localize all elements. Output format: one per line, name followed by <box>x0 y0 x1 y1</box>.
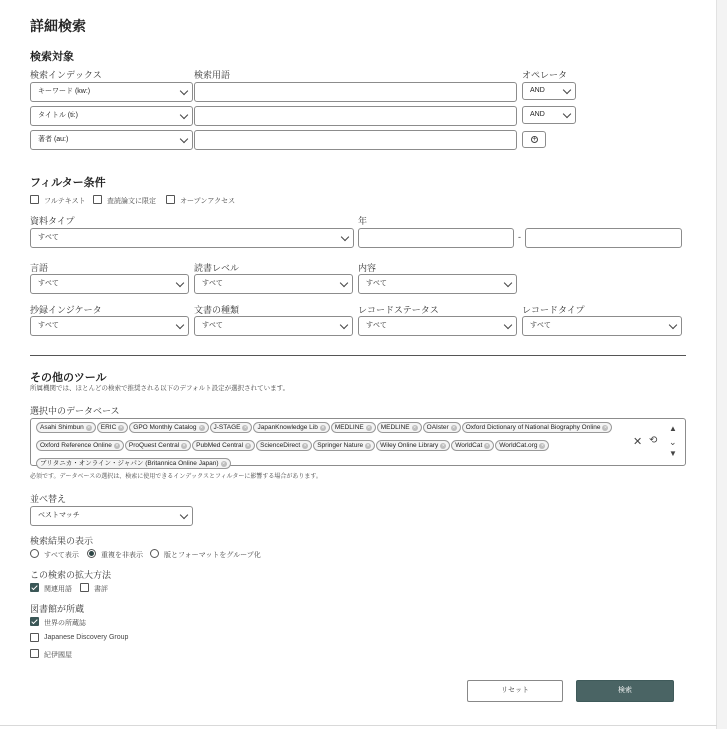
search-target-heading: 検索対象 <box>30 51 74 63</box>
remove-chip-icon[interactable]: × <box>485 443 489 449</box>
database-chip-label: OAIster <box>426 424 449 431</box>
chevron-down-icon <box>180 135 188 143</box>
open-access-label: オープンアクセス <box>180 198 236 205</box>
search-term-input-1[interactable] <box>194 82 517 102</box>
material-type-label: 資料タイプ <box>30 216 75 226</box>
page-title: 詳細検索 <box>30 18 86 34</box>
remove-chip-icon[interactable]: × <box>540 443 544 449</box>
record-status-select[interactable]: すべて <box>358 316 517 336</box>
database-chip <box>192 440 255 451</box>
database-chip <box>36 440 124 451</box>
reset-icon[interactable]: ⟲ <box>649 435 658 446</box>
chevron-down-icon <box>176 321 184 329</box>
database-chip <box>462 422 613 433</box>
operator-select-2[interactable]: AND <box>522 106 576 124</box>
fulltext-checkbox[interactable] <box>30 195 39 204</box>
footer-divider <box>0 725 717 726</box>
database-chip-label: Oxford Dictionary of National Biography Online <box>465 424 601 431</box>
database-chip <box>210 422 253 433</box>
hide-duplicates-label: 重複を非表示 <box>101 552 143 559</box>
reset-button[interactable]: リセット <box>467 680 563 702</box>
record-status-label: レコードステータス <box>358 305 439 315</box>
year-range-separator: - <box>518 232 521 242</box>
database-chip-label: J-STAGE <box>213 424 241 431</box>
database-chip-label: MEDLINE <box>334 424 364 431</box>
sort-select[interactable]: ベストマッチ <box>30 506 193 526</box>
search-index-label: 検索インデックス <box>30 70 102 80</box>
language-label: 言語 <box>30 263 49 273</box>
remove-chip-icon[interactable]: × <box>200 425 203 431</box>
chevron-down-icon <box>340 321 348 329</box>
year-to-input[interactable] <box>525 228 682 248</box>
remove-chip-icon[interactable]: × <box>603 425 607 431</box>
database-chip <box>376 440 450 451</box>
reviews-checkbox[interactable] <box>80 583 89 592</box>
remove-chip-icon[interactable]: × <box>452 425 456 431</box>
world-holdings-checkbox[interactable] <box>30 617 39 626</box>
database-chip-label: ScienceDirect <box>260 442 301 449</box>
search-term-label: 検索用語 <box>194 70 231 80</box>
kinokuniya-checkbox[interactable] <box>30 649 39 658</box>
group-editions-label: 版とフォーマットをグループ化 <box>164 552 261 559</box>
record-type-select[interactable]: すべて <box>522 316 682 336</box>
accession-select[interactable]: すべて <box>30 316 189 336</box>
remove-chip-icon[interactable]: × <box>441 443 445 449</box>
audience-label: 読書レベル <box>194 263 240 273</box>
databases-label: 選択中のデータベース <box>30 406 120 416</box>
hide-duplicates-radio[interactable] <box>87 549 96 558</box>
holdings-label: 図書館が所蔵 <box>30 604 85 614</box>
database-chip <box>36 458 231 469</box>
chevron-down-icon <box>504 279 512 287</box>
related-terms-label: 関連用語 <box>44 586 72 593</box>
database-chip <box>423 422 461 433</box>
chevron-up-icon[interactable]: ▲ <box>669 424 677 433</box>
year-label: 年 <box>358 216 368 226</box>
record-type-label: レコードタイプ <box>522 305 585 315</box>
other-tools-description: 所属機関では、ほとんどの検索で推奨される以下のデフォルト設定が選択されています。 <box>30 385 290 392</box>
database-chip-list <box>36 422 616 476</box>
database-chip-label: ERIC <box>100 424 117 431</box>
database-chip <box>313 440 375 451</box>
remove-chip-icon[interactable]: × <box>367 425 371 431</box>
language-select[interactable]: すべて <box>30 274 189 294</box>
database-chip <box>377 422 422 433</box>
database-chip-label: JapanKnowledge Lib <box>257 424 318 431</box>
section-divider <box>30 355 686 356</box>
database-chip-label: ブリタニカ・オンライン・ジャパン (Britannica Online Japan) <box>40 460 219 467</box>
remove-chip-icon[interactable]: × <box>182 443 186 449</box>
remove-chip-icon[interactable]: × <box>366 443 370 449</box>
database-chip-label: MEDLINE <box>380 424 410 431</box>
remove-chip-icon[interactable]: × <box>244 425 247 431</box>
page-scrollbar[interactable] <box>716 0 727 729</box>
world-holdings-label: 世界の所蔵誌 <box>44 620 86 627</box>
chevron-down-icon <box>180 511 188 519</box>
remove-chip-icon[interactable]: × <box>303 443 307 449</box>
audience-select[interactable]: すべて <box>194 274 353 294</box>
remove-chip-icon[interactable]: × <box>413 425 417 431</box>
fulltext-label: フルテキスト <box>44 198 86 205</box>
database-chip-label: Wiley Online Library <box>380 442 439 449</box>
database-chip <box>125 440 191 451</box>
document-type-select[interactable]: すべて <box>194 316 353 336</box>
remove-chip-icon[interactable]: × <box>119 425 123 431</box>
display-label: 検索結果の表示 <box>30 536 94 546</box>
remove-chip-icon[interactable]: × <box>246 443 250 449</box>
database-chip <box>331 422 376 433</box>
related-terms-checkbox[interactable] <box>30 583 39 592</box>
content-label: 内容 <box>358 263 377 273</box>
database-chip <box>129 422 208 433</box>
add-row-button[interactable] <box>522 131 546 148</box>
chevron-down-icon <box>340 279 348 287</box>
database-chip <box>451 440 494 451</box>
chevron-down-icon <box>180 87 188 95</box>
show-all-label: すべて表示 <box>44 552 79 559</box>
database-chip-label: WorldCat <box>455 442 483 449</box>
remove-chip-icon[interactable]: × <box>222 461 226 467</box>
japanese-discovery-group-checkbox[interactable] <box>30 633 39 642</box>
database-chip <box>256 440 312 451</box>
peer-reviewed-label: 査読論文に限定 <box>107 198 156 205</box>
search-term-input-2[interactable] <box>194 106 517 126</box>
remove-chip-icon[interactable]: × <box>87 425 91 431</box>
material-type-select[interactable]: すべて <box>30 228 354 248</box>
add-circle-icon: + <box>532 136 537 143</box>
content-select[interactable]: すべて <box>358 274 517 294</box>
other-tools-heading: その他のツール <box>30 372 107 384</box>
database-chip-label: GPO Monthly Catalog <box>133 424 197 431</box>
chevron-down-icon <box>563 86 571 94</box>
search-term-input-3[interactable] <box>194 130 517 150</box>
database-chip-label: ProQuest Central <box>128 442 180 449</box>
group-editions-radio[interactable] <box>150 549 159 558</box>
database-chip <box>495 440 549 451</box>
dropdown-arrow-icon[interactable]: ▼ <box>669 449 677 458</box>
search-button[interactable]: 検索 <box>576 680 674 702</box>
remove-chip-icon[interactable]: × <box>321 425 325 431</box>
chevron-down-icon[interactable]: ⌄ <box>669 437 677 447</box>
operator-label: オペレータ <box>522 70 568 80</box>
sort-label: 並べ替え <box>30 494 67 504</box>
accession-label: 抄録インジケータ <box>30 305 102 315</box>
database-chip-label: WorldCat.org <box>499 442 538 449</box>
year-from-input[interactable] <box>358 228 514 248</box>
japanese-discovery-group-label: Japanese Discovery Group <box>44 634 129 641</box>
chevron-down-icon <box>341 233 349 241</box>
filters-heading: フィルター条件 <box>30 177 106 189</box>
database-multiselect[interactable] <box>30 418 686 466</box>
databases-note: 必須です。データベースの選択は、検索に使用できるインデックスとフィルターに影響する場合があります。 <box>30 474 322 480</box>
chevron-down-icon <box>669 321 677 329</box>
peer-reviewed-checkbox[interactable] <box>93 195 102 204</box>
reviews-label: 書評 <box>94 586 108 593</box>
database-chip <box>36 422 96 433</box>
expand-label: この検索の拡大方法 <box>30 570 112 580</box>
kinokuniya-label: 紀伊國屋 <box>44 652 72 659</box>
database-chip-label: Asahi Shimbun <box>40 424 84 431</box>
database-chip-label: PubMed Central <box>196 442 244 449</box>
operator-select-1[interactable]: AND <box>522 82 576 100</box>
document-type-label: 文書の種類 <box>194 305 240 315</box>
chevron-down-icon <box>176 279 184 287</box>
chevron-down-icon <box>180 111 188 119</box>
remove-chip-icon[interactable]: × <box>115 443 119 449</box>
database-chip <box>97 422 129 433</box>
database-chip <box>253 422 329 433</box>
chevron-down-icon <box>563 110 571 118</box>
search-index-select-1[interactable]: キーワード (kw:) <box>30 82 193 102</box>
database-chip-label: Oxford Reference Online <box>40 442 112 449</box>
database-chip-label: Springer Nature <box>317 442 364 449</box>
clear-all-icon[interactable]: ✕ <box>633 436 643 448</box>
search-index-select-2[interactable]: タイトル (ti:) <box>30 106 193 126</box>
show-all-radio[interactable] <box>30 549 39 558</box>
search-index-select-3[interactable]: 著者 (au:) <box>30 130 193 150</box>
open-access-checkbox[interactable] <box>166 195 175 204</box>
chevron-down-icon <box>504 321 512 329</box>
